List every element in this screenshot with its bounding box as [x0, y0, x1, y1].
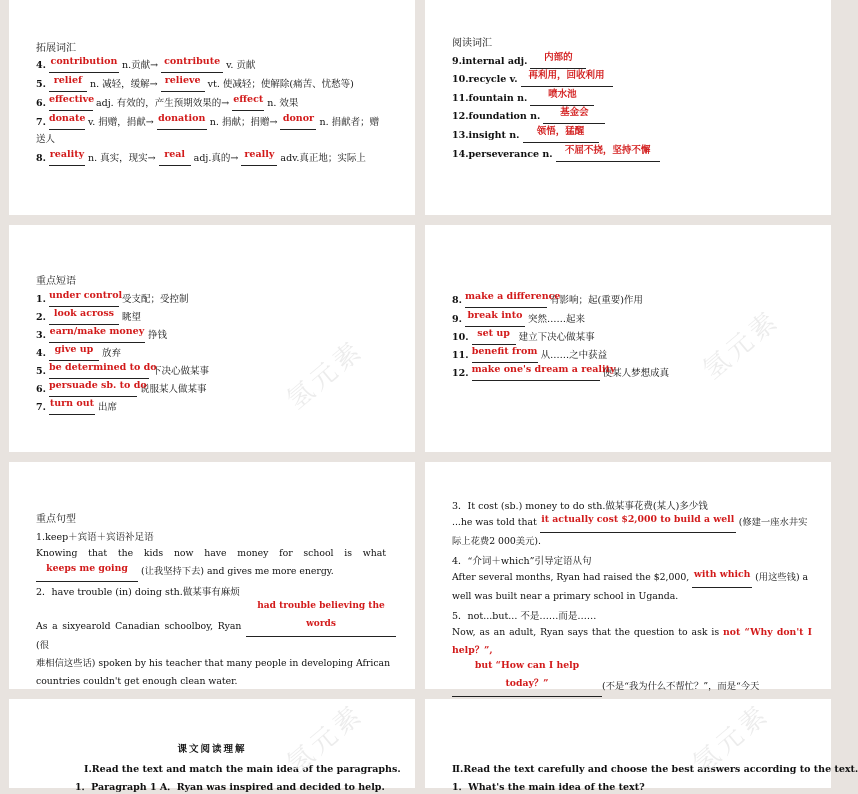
vocab-row-7: 7. donate v. 捐赠，捐献→ donation n. 捐献；捐赠→ donor n. 捐献者；赠 — [36, 113, 380, 128]
slide-key-sentences-2 — [425, 462, 831, 692]
phrase-item: 1. under control 受支配；受控制 — [36, 290, 189, 305]
watermark: 氢元素 — [687, 698, 776, 780]
sentence-example-1: Knowing that the kids now have money for school is what keeps me going (让我坚持下去) and gives me more energy. — [36, 545, 386, 582]
slide-title: 重点短语 — [36, 276, 76, 287]
phrase-item: 6. persuade sb. to do 说服某人做某事 — [36, 380, 207, 395]
watermark: 氢元素 — [697, 304, 786, 386]
slide-title: 拓展词汇 — [36, 43, 76, 54]
slide-title: 课文阅读理解 — [177, 744, 247, 755]
vocab-item: 13.insight n. 领悟，猛醒 — [452, 130, 599, 143]
sentence-pattern-3: 3．It cost (sb.) money to do sth.做某事花费(某人)多少钱 — [452, 501, 708, 512]
phrase-item: 12. make one's dream a reality 使某人梦想成真 — [452, 364, 670, 379]
slide-reading-comprehension-1 — [9, 698, 415, 793]
vocab-row-5: 5. relief n. 减轻，缓解→ relieve vt. 使减轻；使解除(痛苦、忧愁等) — [36, 75, 354, 90]
watermark: 氢元素 — [281, 334, 370, 416]
slide-key-phrases-2 — [425, 225, 831, 452]
phrase-item: 10. set up 建立下决心做某事 — [452, 328, 595, 343]
sentence-pattern-5: 5．not...but... 不是……而是…… — [452, 611, 597, 622]
slide-reading-comprehension-2 — [425, 698, 858, 793]
slide-extended-vocabulary — [9, 0, 415, 215]
sentence-pattern-2: 2．have trouble (in) doing sth.做某事有麻烦 — [36, 587, 240, 598]
sentence-pattern-4: 4．“介词＋which”引导定语从句 — [452, 556, 592, 567]
vocab-row-8: 8. reality n. 真实，现实→ real adj.真的→ really adv.真正地；实际上 — [36, 149, 366, 164]
phrase-item: 8. make a difference 有影响；起(重要)作用 — [452, 291, 643, 306]
phrase-item: 3. earn/make money 挣钱 — [36, 326, 167, 341]
sentence-example-5: Now, as an adult, Ryan says that the question to ask is not “Why don't I help？”, but “How can I help today？” (不是“我为什么不帮忙？”，而是“今天 — [452, 624, 812, 715]
phrase-item: 5. be determined to do 下决心做某事 — [36, 362, 209, 377]
slide-reading-vocabulary — [425, 0, 831, 215]
phrase-item: 7. turn out 出席 — [36, 398, 117, 413]
sentence-example-2: As a sixyearold Canadian schoolboy, Ryan had trouble believing the words(很 难相信这些话) spoken by his teacher that many people in developing African countries couldn't get enough clean water. — [36, 600, 396, 691]
sentence-example-4: After several months, Ryan had raised the $2,000, with which (用这些钱) a well was built near a primary school in Uganda. — [452, 569, 809, 602]
phrase-item: 9. break into 突然……起来 — [452, 310, 585, 325]
vocab-row-7-continued: 送人 — [36, 134, 56, 145]
sentence-example-3: ...he was told that it actually cost $2,000 to build a well (修建一座水井实 际上花费2 000美元). — [452, 514, 808, 547]
vocab-row-6: 6. effective adj. 有效的，产生预期效果的→ effect n. 效果 — [36, 94, 299, 109]
match-row: 1．Paragraph 1 A．Ryan was inspired and decided to help. — [75, 782, 385, 793]
vocab-item: 11.fountain n. 喷水池 — [452, 93, 594, 106]
vocab-item: 12.foundation n. 基金会 — [452, 111, 605, 124]
phrase-item: 2. look across 眺望 — [36, 308, 141, 323]
vocab-item: 14.perseverance n. 不屈不挠，坚持不懈 — [452, 149, 660, 162]
phrase-item: 11. benefit from 从……之中获益 — [452, 346, 608, 361]
slide-key-phrases-1 — [9, 225, 415, 452]
vocab-row-4: 4. contribution n.贡献→ contribute v. 贡献 — [36, 56, 256, 71]
slide-title: 重点句型 — [36, 514, 76, 525]
watermark: 氢元素 — [281, 698, 370, 780]
slide-key-sentences-1 — [9, 462, 415, 689]
instruction: Ⅱ.Read the text carefully and choose the best answers according to the text. — [452, 764, 858, 775]
vocab-item: 9.internal adj. 内部的 — [452, 56, 586, 69]
slide-title: 阅读词汇 — [452, 38, 492, 49]
sentence-pattern-1: 1.keep＋宾语＋宾语补足语 — [36, 532, 154, 543]
question-row: 1．What's the main idea of the text? — [452, 782, 645, 793]
instruction: Ⅰ.Read the text and match the main idea of the paragraphs. — [84, 764, 401, 775]
vocab-item: 10.recycle v. 再利用，回收利用 — [452, 74, 613, 87]
phrase-item: 4. give up 放弃 — [36, 344, 121, 359]
